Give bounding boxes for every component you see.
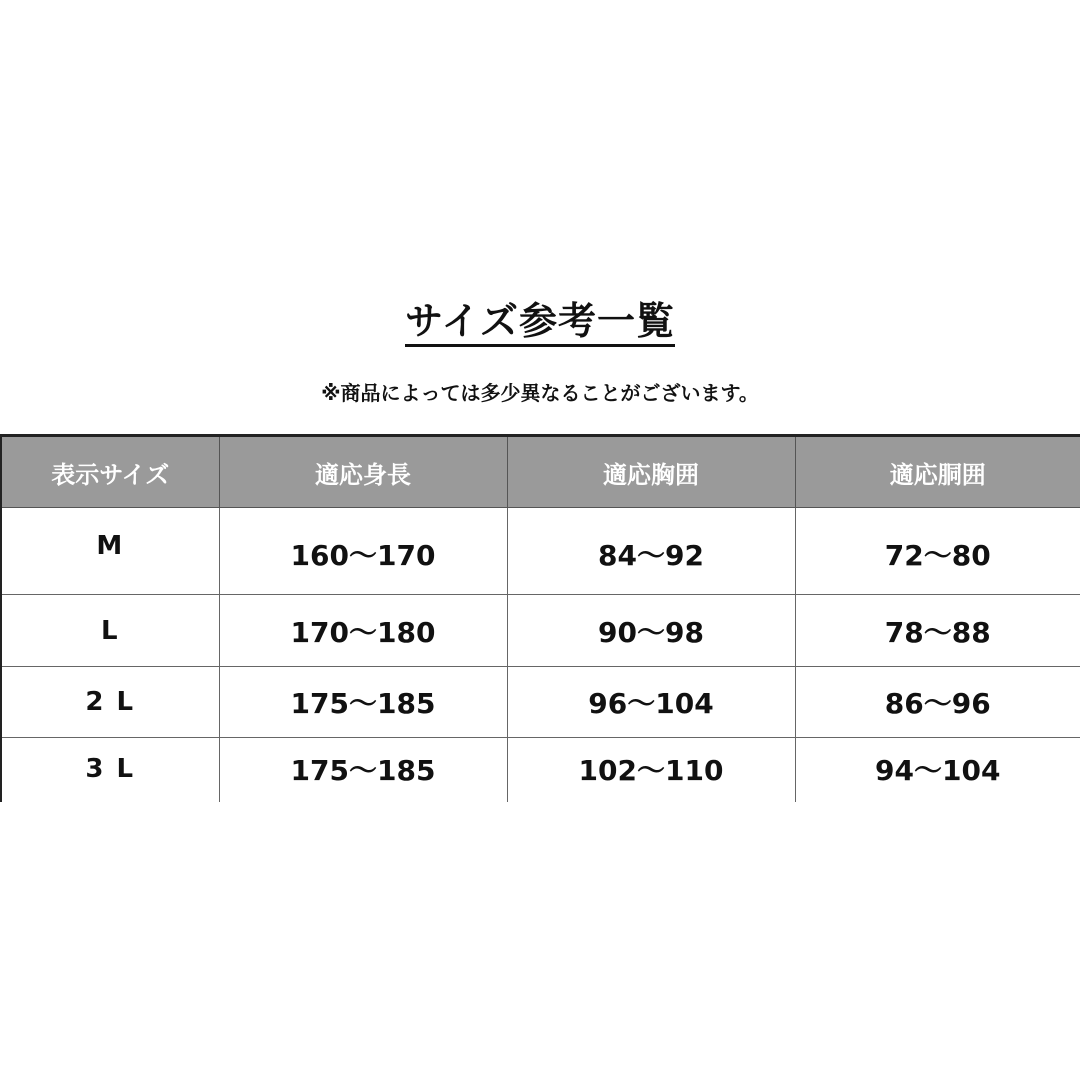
cell-height: 175～185: [219, 667, 507, 738]
cell-waist: 78～88: [795, 595, 1080, 667]
cell-height: 160～170: [219, 508, 507, 595]
cell-size: 3 L: [1, 738, 219, 803]
cell-height: 170～180: [219, 595, 507, 667]
table-row: [1, 667, 1080, 738]
header-height: 適応身長: [219, 436, 507, 508]
cell-chest: 90～98: [507, 595, 795, 667]
size-table: [0, 434, 1080, 802]
cell-chest: 84～92: [507, 508, 795, 595]
table-row: [1, 738, 1080, 803]
cell-chest: 102～110: [507, 738, 795, 803]
cell-waist: 86～96: [795, 667, 1080, 738]
cell-waist: 94～104: [795, 738, 1080, 803]
page-title: [0, 298, 1080, 347]
cell-size: L: [1, 595, 219, 667]
header-size: 表示サイズ: [1, 436, 219, 508]
page-title-text: サイズ参考一覧: [405, 298, 675, 347]
table-row: [1, 508, 1080, 595]
disclaimer-note: ※商品によっては多少異なることがございます。: [321, 381, 759, 405]
cell-size: 2 L: [1, 667, 219, 738]
header-chest: 適応胸囲: [507, 436, 795, 508]
table-header-row: [1, 436, 1080, 508]
cell-chest: 96～104: [507, 667, 795, 738]
table-row: [1, 595, 1080, 667]
cell-height: 175～185: [219, 738, 507, 803]
cell-waist: 72～80: [795, 508, 1080, 595]
header-waist: 適応胴囲: [795, 436, 1080, 508]
cell-size: M: [1, 508, 219, 595]
